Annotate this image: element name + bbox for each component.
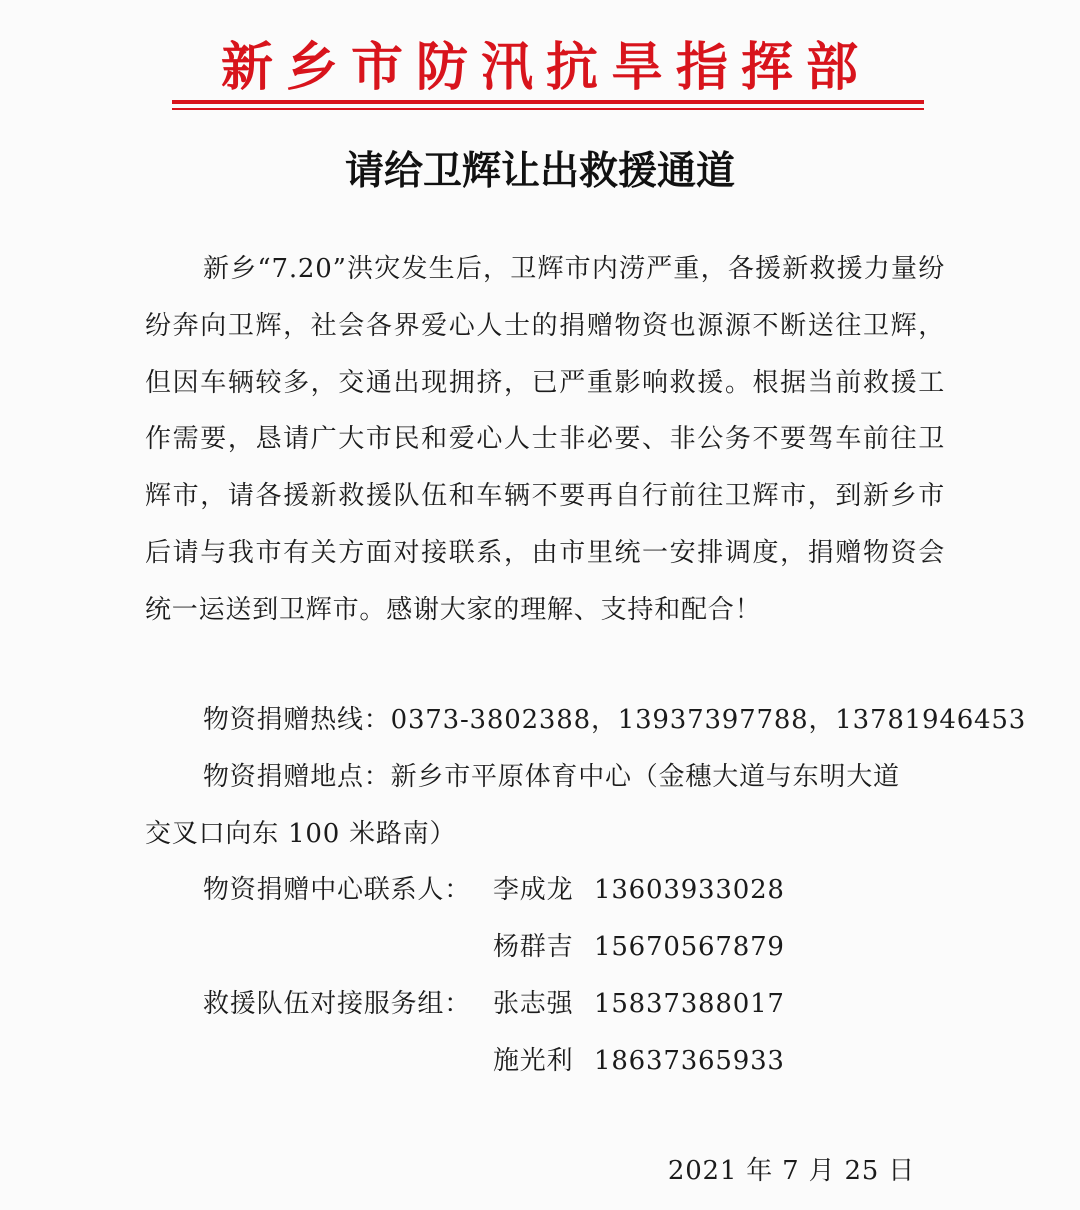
hotline-line: 物资捐赠热线：0373-3802388，13937397788，13781946453 (203, 705, 1027, 735)
contact-row (0, 919, 1080, 975)
contact-name: 张志强 (493, 989, 574, 1019)
contact-phone: 15670567879 (594, 932, 785, 962)
contact-phone: 13603933028 (594, 875, 785, 905)
location-line-1: 物资捐赠地点：新乡市平原体育中心（金穗大道与东明大道 (203, 762, 900, 792)
contact-group-label: 救援队伍对接服务组： (203, 989, 472, 1019)
location-line-2: 交叉口向东 100 米路南） (145, 819, 457, 849)
letterhead-rule-thick (172, 100, 924, 104)
letterhead-rule-thin (172, 108, 924, 110)
contact-row (0, 862, 1080, 918)
document-title: 请给卫辉让出救援通道 (344, 149, 735, 194)
contact-name: 杨群吉 (493, 932, 574, 962)
contact-name: 李成龙 (493, 875, 574, 905)
contact-group-label: 物资捐赠中心联系人： (203, 875, 472, 905)
contact-row (0, 1033, 1080, 1089)
contact-phone: 15837388017 (594, 989, 785, 1019)
document-date: 2021 年 7 月 25 日 (667, 1156, 915, 1186)
body-paragraph: 新乡“7.20”洪灾发生后，卫辉市内涝严重，各援新救援力量纷纷奔向卫辉，社会各界爱心人士的捐赠物资也源源不断送往卫辉，但因车辆较多，交通出现拥挤，已严重影响救援。根据当前救援工作需要，恳请广大市民和爱心人士非必要、非公务不要驾车前往卫辉市，请各援新救援队伍和车辆不要再自行前往卫辉市，到新乡市后请与我市有关方面对接联系，由市里统一安排调度，捐赠物资会统一运送到卫辉市。感谢大家的理解、支持和配合！ (145, 254, 945, 625)
contact-row (0, 976, 1080, 1032)
contact-phone: 18637365933 (594, 1046, 785, 1076)
letterhead-org-name: 新乡市防汛抗旱指挥部 (220, 37, 871, 98)
contact-name: 施光利 (493, 1046, 574, 1076)
